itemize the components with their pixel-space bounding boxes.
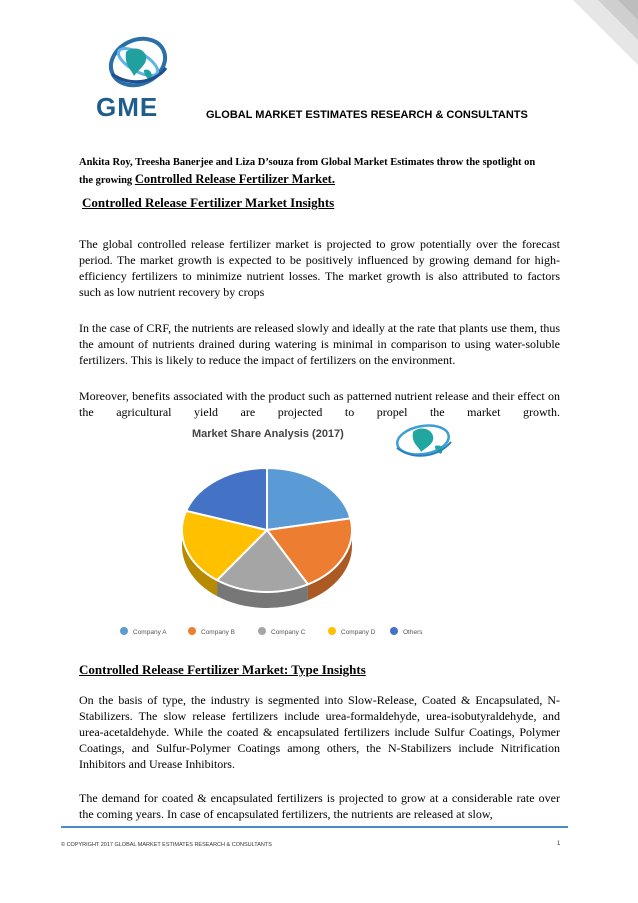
authors-intro	[79, 154, 569, 189]
authors-prefix: the growing	[79, 175, 135, 186]
authors-line: Ankita Roy, Treesha Banerjee and Liza D’souza from Global Market Estimates throw the spotlight on	[79, 157, 536, 168]
footer-copyright: © COPYRIGHT 2017 GLOBAL MARKET ESTIMATES RESEARCH & CONSULTANTS	[61, 842, 272, 848]
legend-label-others: Others	[403, 629, 423, 636]
section-heading-type: Controlled Release Fertilizer Market: Type Insights	[79, 662, 366, 677]
legend-label-company-a: Company A	[133, 629, 167, 636]
legend-label-company-c: Company C	[271, 629, 306, 636]
legend-label-company-b: Company B	[201, 629, 235, 636]
paragraph-market-overview: The global controlled release fertilizer market is projected to grow potentially over the forecast period. The market growth is expected to be positively influenced by growing demand for high-efficiency fertilizers to minimize nutrient losses. The market growth is also attributed to factors such as low nutrient recovery by crops	[79, 237, 560, 299]
footer-divider	[61, 826, 568, 828]
footer-page-number: 1	[557, 841, 561, 847]
paragraph-coated-demand: The demand for coated & encapsulated fertilizers is projected to grow at a considerable rate over the coming years. In case of encapsulated fertilizers, the nutrients are released at slow,	[79, 791, 560, 821]
gme-logo-text: GME	[96, 92, 159, 122]
paragraph-type-segments: On the basis of type, the industry is segmented into Slow-Release, Coated & Encapsulated, N-Stabilizers. The slow release fertilizers include urea-formaldehyde, urea-isobutyraldehyde, and urea-acetaldehyde. While the coated & encapsulated fertilizers include Sulfur Coatings, Polymer Coatings, and Sulfur-Polymer Coatings among others, the N-Stabilizers include Nitrification Inhibitors and Urease Inhibitors.	[79, 693, 560, 771]
chart-title: Market Share Analysis (2017)	[192, 428, 344, 440]
paragraph-crf-nutrients: In the case of CRF, the nutrients are released slowly and ideally at the rate that plants use them, thus the amount of nutrients drained during watering is minimal in comparison to using water-soluble fertilizers. This is likely to reduce the impact of fertilizers on the environment.	[79, 321, 560, 367]
section-heading-insights: Controlled Release Fertilizer Market Insights	[82, 195, 335, 210]
header-title: GLOBAL MARKET ESTIMATES RESEARCH & CONSULTANTS	[206, 109, 528, 121]
legend-marker-company-d	[328, 627, 336, 635]
watermark-globe-icon	[385, 418, 460, 466]
legend-marker-company-b	[188, 627, 196, 635]
legend-marker-others	[390, 627, 398, 635]
legend-label-company-d: Company D	[341, 629, 376, 636]
legend-marker-company-c	[258, 627, 266, 635]
page-corner-decoration	[543, 0, 638, 95]
paragraph-benefits: Moreover, benefits associated with the product such as patterned nutrient release and their effect on the agricultural yield are projected to propel the market growth.	[79, 389, 560, 419]
report-subject: Controlled Release Fertilizer Market.	[134, 172, 335, 186]
legend-marker-company-a	[120, 627, 128, 635]
